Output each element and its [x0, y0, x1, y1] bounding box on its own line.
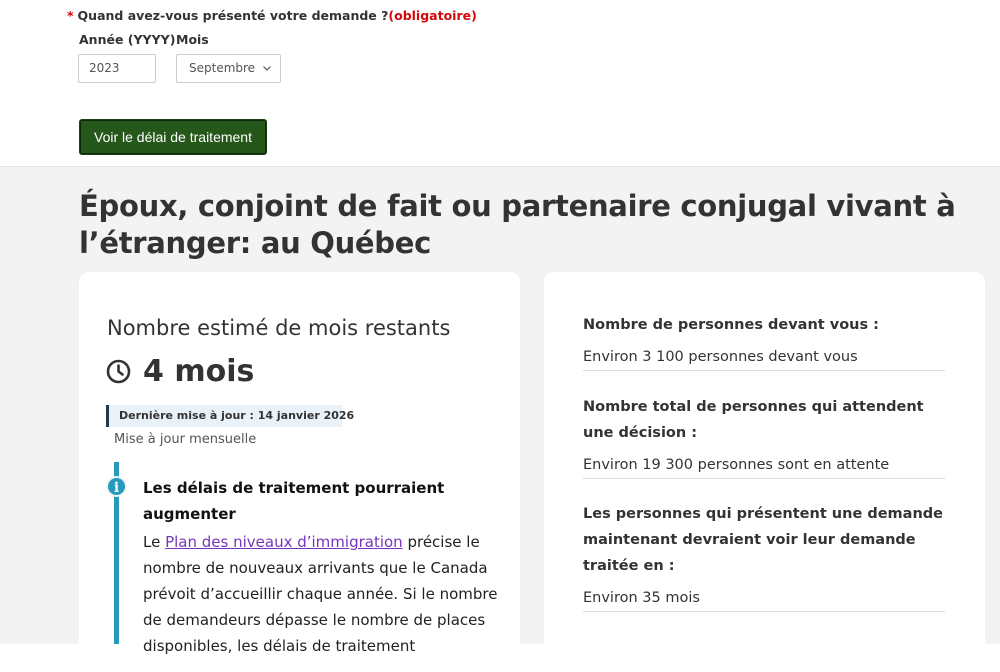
question-text: Quand avez-vous présenté votre demande ? [77, 8, 389, 23]
stat-label: Les personnes qui présentent une demande maintenant devraient voir leur demande traitée en : [583, 506, 943, 574]
month-select-value: Septembre [189, 61, 256, 75]
required-star: * [67, 8, 74, 23]
stat-value: Environ 19 300 personnes sont en attente [583, 454, 945, 479]
year-label: Année (YYYY) [79, 32, 176, 47]
stat-value: Environ 35 mois [583, 587, 945, 612]
page-title: Époux, conjoint de fait ou partenaire conjugal vivant à l’étranger: au Québec [79, 189, 956, 260]
clock-icon [106, 359, 131, 384]
alert-body-suffix: précise le nombre de nouveaux arrivants que le Canada prévoit d’accueillir chaque année. Si le nombre de demandeurs dépasse le nombre de places disponibles, les délais de traitement [143, 533, 498, 655]
stat-total-waiting [583, 394, 945, 479]
year-input[interactable]: 2023 [78, 54, 156, 83]
immigration-levels-plan-link[interactable]: Plan des niveaux d’immigration [165, 533, 403, 551]
alert-body [143, 529, 503, 659]
stat-new-applicants [583, 501, 945, 612]
month-select[interactable] [176, 54, 281, 83]
stat-label: Nombre total de personnes qui attendent une décision : [583, 399, 924, 441]
month-label: Mois [176, 32, 209, 47]
stat-ahead [583, 312, 945, 371]
alert-body-prefix: Le [143, 533, 166, 551]
alert-title: Les délais de traitement pourraient augmenter [143, 479, 445, 523]
form-section [0, 0, 1000, 166]
stat-value: Environ 3 100 personnes devant vous [583, 346, 945, 371]
update-frequency: Mise à jour mensuelle [114, 432, 257, 447]
info-icon: i [106, 476, 127, 497]
estimate-title: Nombre estimé de mois restants [107, 316, 451, 340]
required-text: (obligatoire) [388, 8, 477, 23]
question-label [67, 8, 477, 23]
last-update-badge: Dernière mise à jour : 14 janvier 2026 [106, 405, 342, 427]
chevron-down-icon [262, 55, 272, 93]
view-processing-time-button[interactable]: Voir le délai de traitement [79, 119, 267, 155]
stat-label: Nombre de personnes devant vous : [583, 317, 879, 333]
estimate-value: 4 mois [143, 354, 255, 389]
